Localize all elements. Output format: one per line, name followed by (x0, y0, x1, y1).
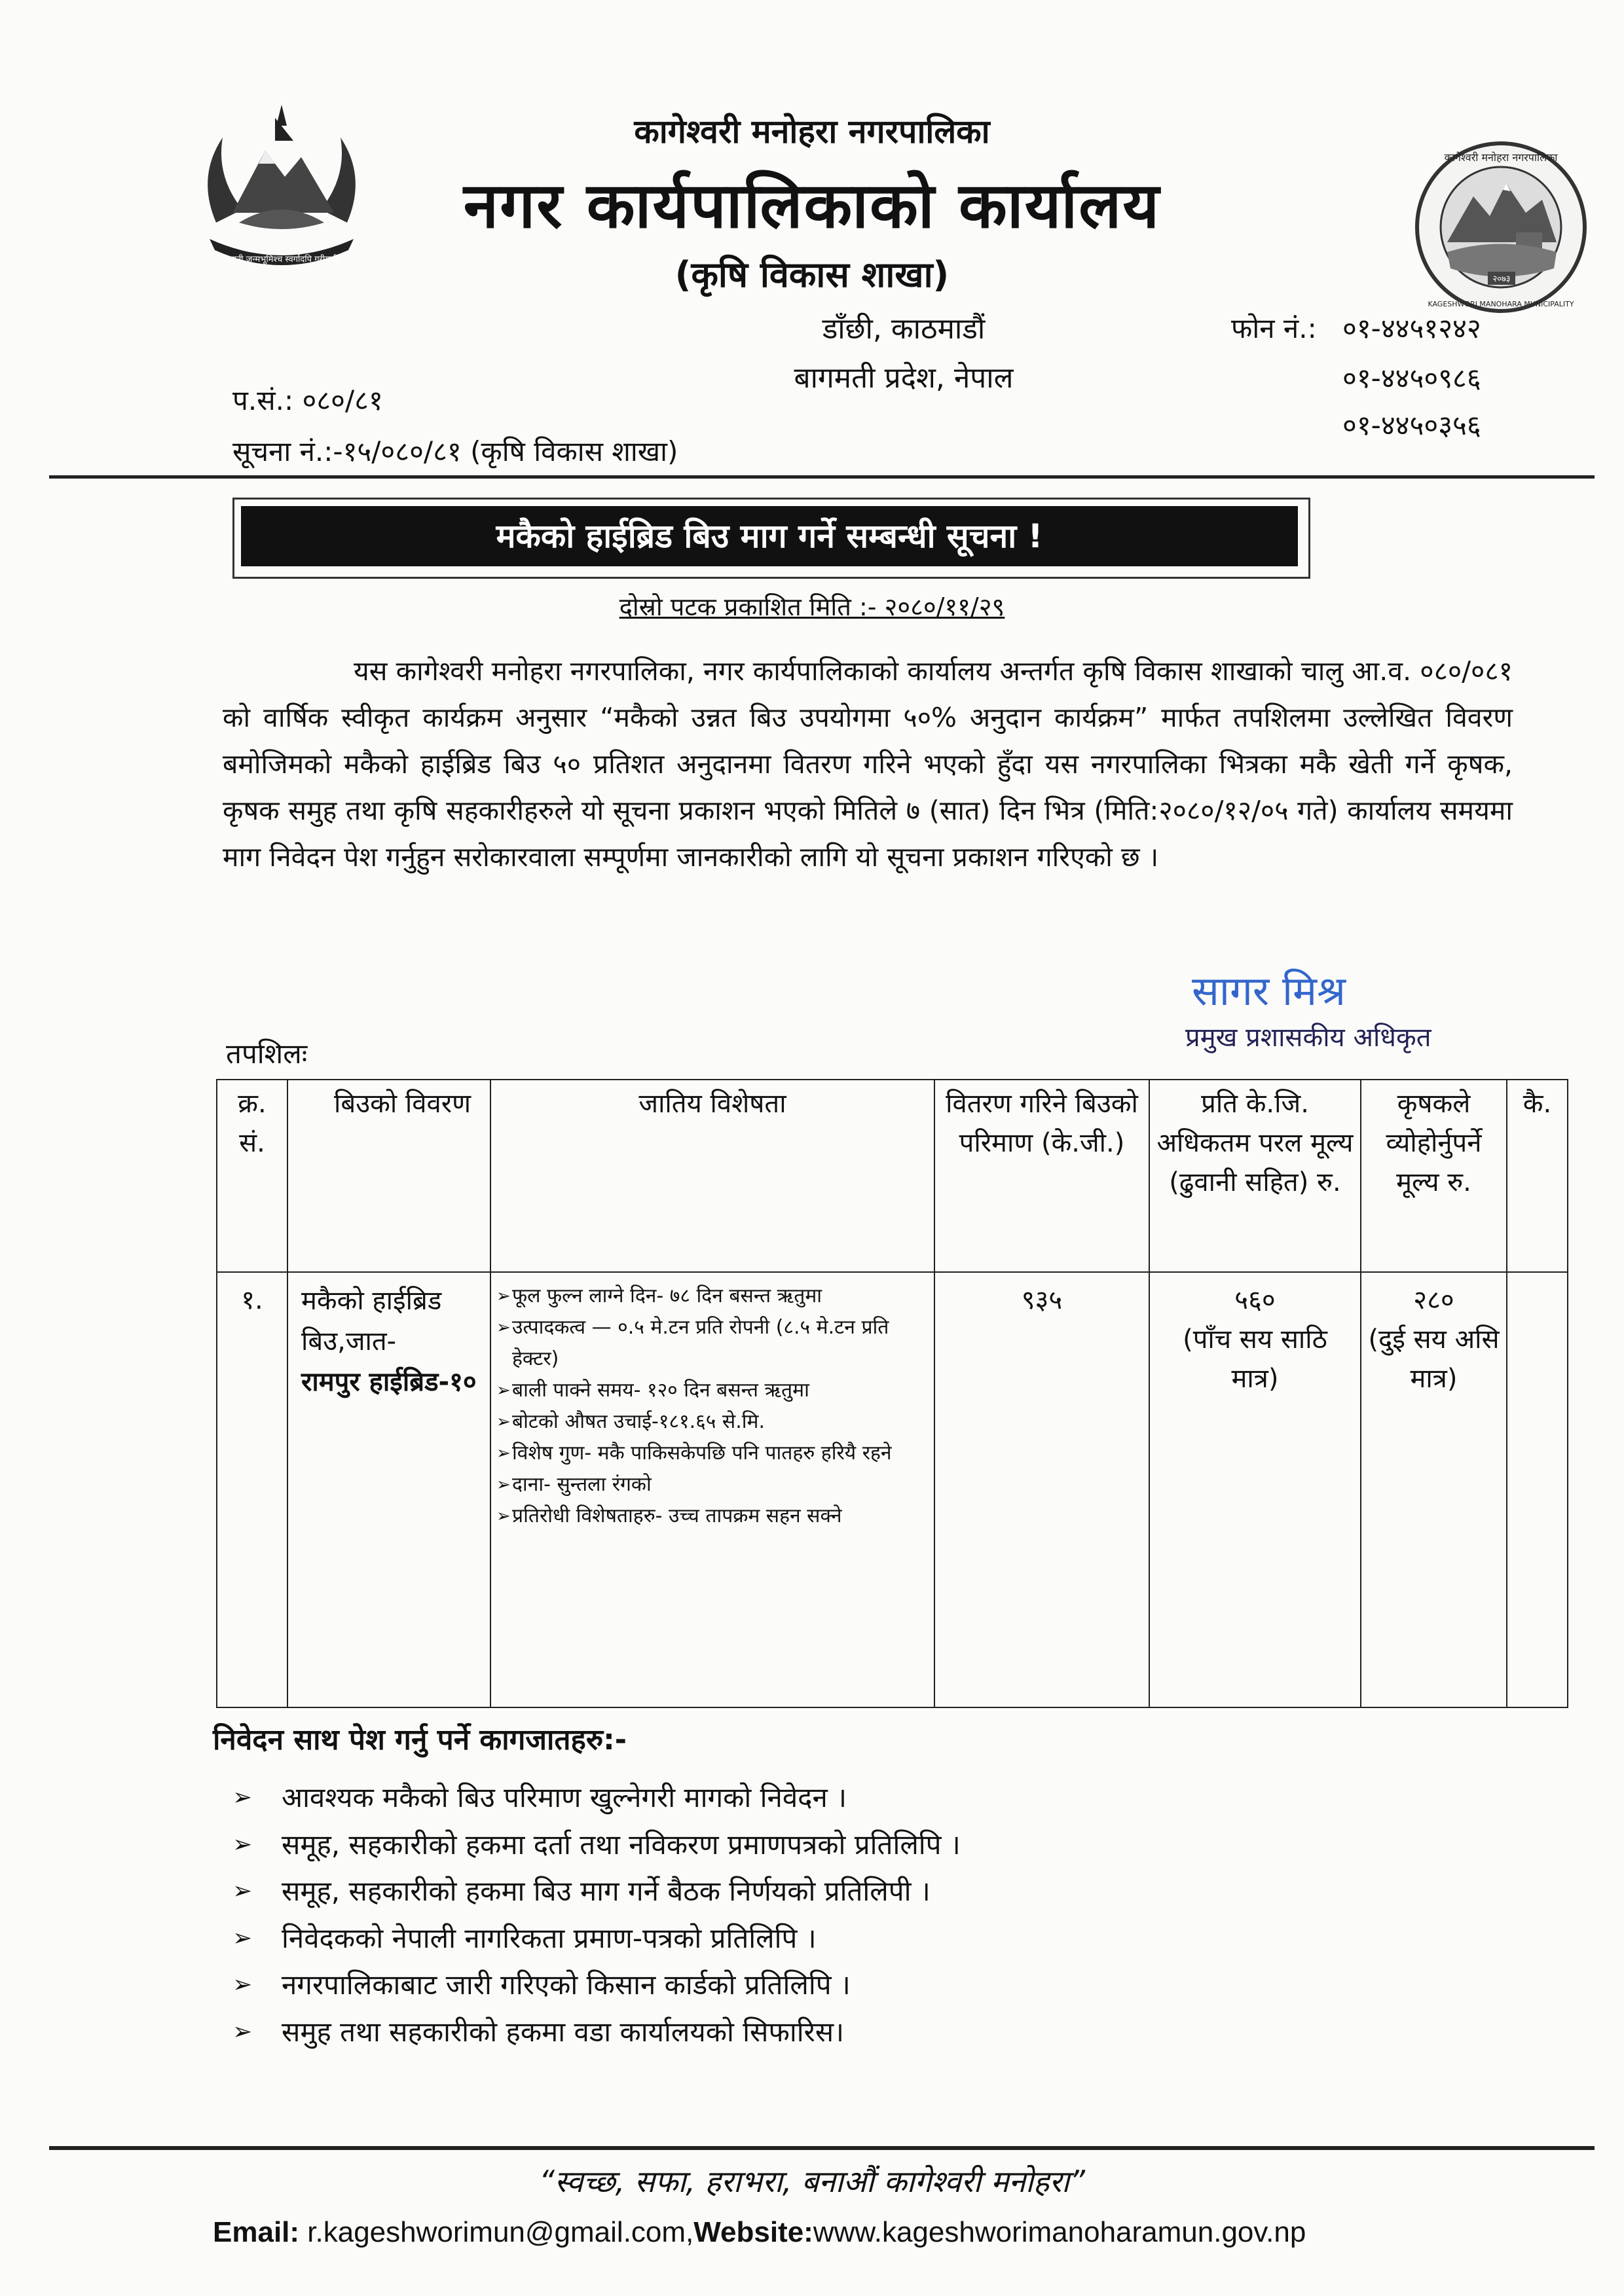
col-header-sn: क्र. सं. (217, 1080, 287, 1272)
seed-variety: रामपुर हाईब्रिड-१० (301, 1367, 477, 1397)
phone-3: ०१-४४५०३५६ (1342, 409, 1481, 441)
col-header-remarks: कै. (1507, 1080, 1568, 1272)
col-header-farmer-price: कृषकले व्योहोर्नुपर्ने मूल्य रु. (1361, 1080, 1507, 1272)
cell-quantity: ९३५ (934, 1272, 1149, 1707)
documents-title: निवेदन साथ पेश गर्नु पर्ने कागजातहरु:- (213, 1723, 627, 1757)
document-item: ➢ समूह, सहकारीको हकमा दर्ता तथा नविकरण प्रमाणपत्रको प्रतिलिपि । (232, 1821, 1477, 1868)
cell-seed (287, 1272, 490, 1707)
address-line-2: बागमती प्रदेश, नेपाल (794, 361, 1014, 395)
notice-body (223, 648, 1513, 881)
feature-item: ➢ प्रतिरोधी विशेषताहरु- उच्च तापक्रम सहन सक्ने (496, 1501, 929, 1532)
notice-number: सूचना नं.:-१५/०८०/८१ (कृषि विकास शाखा) (232, 435, 678, 467)
footer-slogan: “स्वच्छ, सफा, हराभरा, बनाऔं कागेश्वरी मनोहरा” (539, 2164, 1085, 2199)
notice-title: मकैको हाईब्रिड बिउ माग गर्ने सम्बन्धी सूचना ! (241, 506, 1298, 566)
cell-farmer-price (1361, 1272, 1507, 1707)
feature-item: ➢ विशेष गुण- मकै पाकिसकेपछि पनि पातहरु हरियै रहने (496, 1438, 929, 1469)
seed-description: मकैको हाईब्रिड बिउ,जात- (301, 1286, 442, 1357)
document-item: ➢ समूह, सहकारीको हकमा बिउ माग गर्ने बैठक निर्णयको प्रतिलिपी । (232, 1868, 1477, 1915)
email-link[interactable]: r.kageshworimun@gmail.com, (307, 2216, 694, 2248)
seal-year: २०७३ (1492, 274, 1511, 284)
document-item: ➢ नगरपालिकाबाट जारी गरिएको किसान कार्डको प्रतिलिपि । (232, 1961, 1477, 2009)
max-price-value: ५६० (1234, 1285, 1276, 1315)
document-item: ➢ समुह तथा सहकारीको हकमा वडा कार्यालयको सिफारिस। (232, 2009, 1477, 2056)
branch-name: (कृषि विकास शाखा) (674, 254, 950, 295)
features-list (496, 1281, 929, 1532)
feature-item: ➢ बाली पाक्ने समय- १२० दिन बसन्त ऋतुमा (496, 1375, 929, 1406)
seal-english-text: KAGESHWORI MANOHARA MUNICIPALITY (1428, 300, 1574, 308)
signature: सागर मिश्र (1192, 967, 1346, 1015)
seed-details-table (216, 1079, 1568, 1708)
cell-features (490, 1272, 934, 1707)
address-line-1: डाँछी, काठमाडौं (822, 312, 986, 346)
table-caption: तपशिलः (226, 1038, 308, 1070)
cell-sn: १. (217, 1272, 287, 1707)
letter-number: प.सं.: ०८०/८१ (232, 384, 383, 416)
col-header-max-price: प्रति के.जि. अधिकतम परल मूल्य (ढुवानी सहित) रु. (1149, 1080, 1361, 1272)
website-link[interactable]: www.kageshworimanoharamun.gov.np (813, 2216, 1306, 2248)
feature-item: ➢ फूल फुल्न लाग्ने दिन- ७८ दिन बसन्त ऋतुमा (496, 1281, 929, 1312)
farmer-price-words: (दुई सय असि मात्र) (1368, 1324, 1500, 1394)
website-label: Website: (693, 2216, 813, 2248)
phone-2: ०१-४४५०९८६ (1342, 362, 1481, 394)
farmer-price-value: २८० (1413, 1285, 1454, 1315)
cell-remarks (1507, 1272, 1568, 1707)
published-date: दोस्रो पटक प्रकाशित मिति :- २०८०/११/२९ (619, 592, 1005, 621)
feature-item: ➢ दाना- सुन्तला रंगको (496, 1469, 929, 1501)
header-divider (49, 475, 1595, 479)
documents-list (232, 1774, 1477, 2055)
municipality-name: कागेश्वरी मनोहरा नगरपालिका (634, 113, 990, 151)
phone-1: ०१-४४५१२४२ (1342, 312, 1481, 344)
col-header-features: जातिय विशेषता (490, 1080, 934, 1272)
office-name: नगर कार्यपालिकाको कार्यालय (463, 169, 1161, 242)
table-row (217, 1272, 1568, 1707)
table-header-row (217, 1080, 1568, 1272)
feature-item: ➢ उत्पादकत्व — ०.५ मे.टन प्रति रोपनी (८.५ मे.टन प्रति हेक्टर) (496, 1312, 929, 1375)
col-header-quantity: वितरण गरिने बिउको परिमाण (के.जी.) (934, 1080, 1149, 1272)
phone-label: फोन नं.: (1231, 312, 1317, 344)
signatory-title: प्रमुख प्रशासकीय अधिकृत (1185, 1023, 1431, 1053)
emblem-motto: जननी जन्मभूमिश्च स्वर्गादपि गरीयसी (225, 255, 338, 264)
email-label: Email: (213, 2216, 300, 2248)
cell-max-price (1149, 1272, 1361, 1707)
notice-body-paragraph: यस कागेश्वरी मनोहरा नगरपालिका, नगर कार्यपालिकाको कार्यालय अन्तर्गत कृषि विकास शाखाको चालु आ.व. ०८०/०८१ को वार्षिक स्वीकृत कार्यक्रम अनुसार “मकैको उन्नत बिउ उपयोगमा ५०% अनुदान कार्यक्रम” मार्फत तपशिलमा उल्लेखित विवरण बमोजिमको मकैको हाईब्रिड बिउ ५० प्रतिशत अनुदानमा वितरण गरिने भएको हुँदा यस नगरपालिका भित्रका मकै खेती गर्ने कृषक, कृषक समुह तथा कृषि सहकारीहरुले यो सूचना प्रकाशन भएको मितिले ७ (सात) दिन भित्र (मिति:२०८०/१२/०५ गते) कार्यालय समयमा माग निवेदन पेश गर्नुहुन सरोकारवाला सम्पूर्णमा जानकारीको लागि यो सूचना प्रकाशन गरिएको छ । (223, 655, 1513, 873)
document-item: ➢ आवश्यक मकैको बिउ परिमाण खुल्नेगरी मागको निवेदन । (232, 1774, 1477, 1821)
feature-item: ➢ बोटको औषत उचाई-१८१.६५ से.मि. (496, 1406, 929, 1438)
max-price-words: (पाँच सय साठि मात्र) (1183, 1324, 1327, 1394)
document-item: ➢ निवेदकको नेपाली नागरिकता प्रमाण-पत्रको प्रतिलिपि । (232, 1915, 1477, 1962)
seal-devanagari-text: कागेश्वरी मनोहरा नगरपालिका (1444, 151, 1558, 164)
footer-contact (213, 2216, 1306, 2249)
footer-divider (49, 2146, 1595, 2150)
col-header-seed: बिउको विवरण (287, 1080, 490, 1272)
